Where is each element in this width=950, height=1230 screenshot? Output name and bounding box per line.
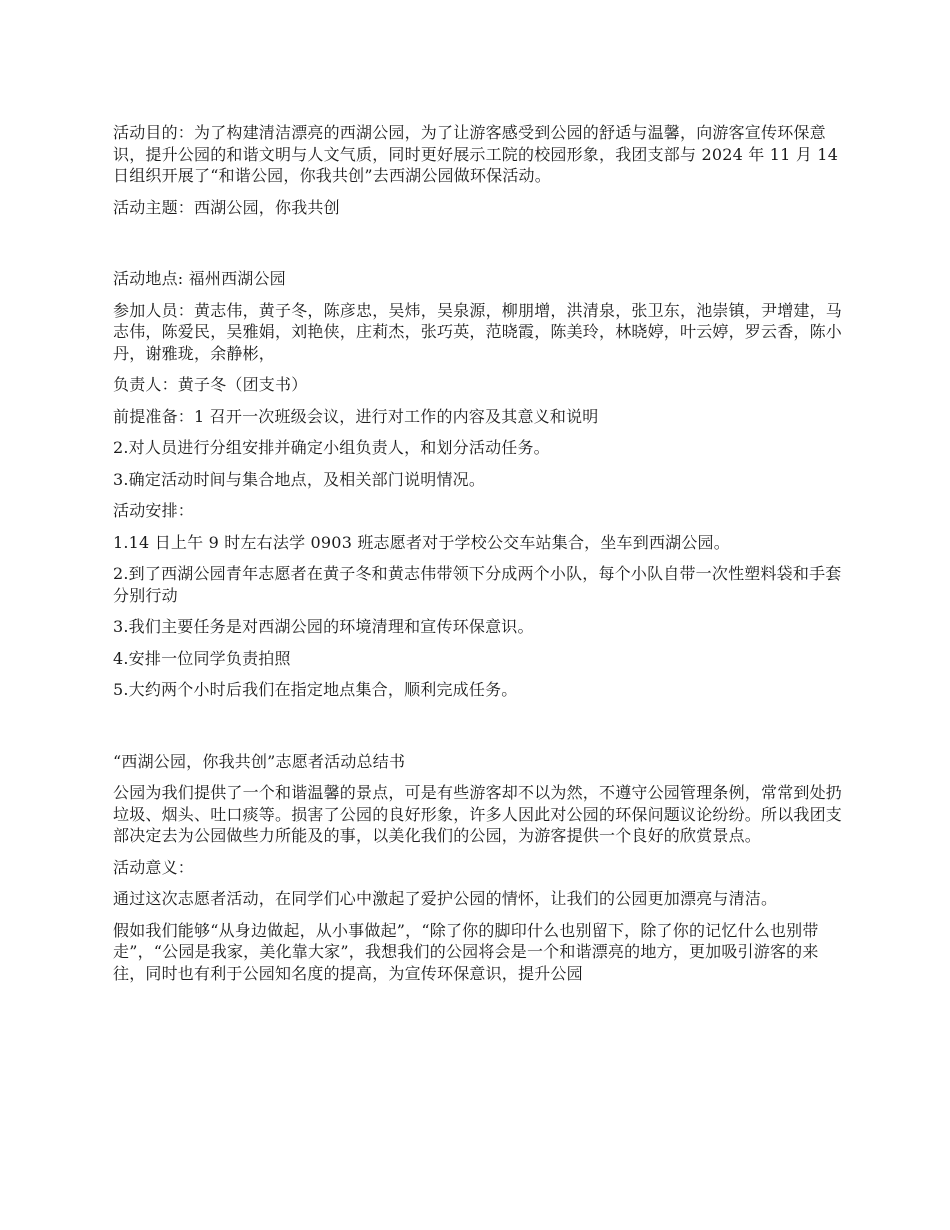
arrangement-item-1: 1.14 日上午 9 时左右法学 0903 班志愿者对于学校公交车站集合，坐车到西湖公园。	[113, 532, 730, 552]
arrangement-heading: 活动安排：	[113, 501, 195, 520]
arrangement-item-4: 4.安排一位同学负责拍照	[113, 648, 291, 668]
meaning-paragraph-2: 假如我们能够“从身边做起，从小事做起”，“除了你的脚印什么也别留下，除了你的记忆什么也别带走”，“公园是我家，美化靠大家”，我想我们的公园将会是一个和谐漂亮的地方，更加吸引游客的来往，同时也有利于公园知名度的提高，为宣传环保意识，提升公园	[113, 920, 819, 983]
leader-line: 负责人：黄子冬（团支书）	[113, 375, 308, 394]
document-page	[113, 122, 843, 994]
location-line: 活动地点: 福州西湖公园	[113, 269, 286, 288]
arrangement-item-3: 3.我们主要任务是对西湖公园的环境清理和宣传环保意识。	[113, 617, 534, 636]
arrangement-item-2: 2.到了西湖公园青年志愿者在黄子冬和黄志伟带领下分成两个小队，每个小队自带一次性塑料袋和手套分别行动	[113, 564, 842, 605]
spacer	[113, 711, 843, 751]
summary-title: “西湖公园，你我共创”志愿者活动总结书	[113, 751, 406, 771]
arrangement-item-5: 5.大约两个小时后我们在指定地点集合，顺利完成任务。	[113, 680, 518, 699]
spacer	[113, 228, 843, 268]
theme-line: 活动主题：西湖公园，你我共创	[113, 197, 340, 217]
summary-paragraph: 公园为我们提供了一个和谐温馨的景点，可是有些游客却不以为然，不遵守公园管理条例，常常到处扔垃圾、烟头、吐口痰等。损害了公园的良好形象，许多人因此对公园的环保问题议论纷纷。所以我团支部决定去为公园做些力所能及的事，以美化我们的公园，为游客提供一个良好的欣赏景点。	[113, 783, 843, 845]
prep-item-2: 2.对人员进行分组安排并确定小组负责人，和划分活动任务。	[113, 438, 550, 457]
prep-item-3: 3.确定活动时间与集合地点，及相关部门说明情况。	[113, 469, 486, 489]
meaning-paragraph-1: 通过这次志愿者活动，在同学们心中激起了爱护公园的情怀，让我们的公园更加漂亮与清洁。	[113, 889, 778, 908]
prep-item-1: 前提准备：1 召开一次班级会议，进行对工作的内容及其意义和说明	[113, 406, 599, 426]
meaning-heading: 活动意义：	[113, 857, 195, 877]
participants-paragraph: 参加人员：黄志伟，黄子冬，陈彦忠，吴炜，吴泉源，柳朋增，洪清泉，张卫东，池崇镇，尹增建，马志伟，陈爱民，吴雅娟，刘艳侠，庄莉杰，张巧英，范晓霞，陈美玲，林晓婷，叶云婷，罗云香，陈小丹，谢雅珑，余静彬，	[113, 300, 843, 363]
purpose-paragraph: 活动目的：为了构建清洁漂亮的西湖公园，为了让游客感受到公园的舒适与温馨，向游客宣传环保意识，提升公园的和谐文明与人文气质，同时更好展示工院的校园形象，我团支部与 2024 年 11 月 14 日组织开展了“和谐公园，你我共创”去西湖公园做环保活动。	[113, 123, 839, 185]
